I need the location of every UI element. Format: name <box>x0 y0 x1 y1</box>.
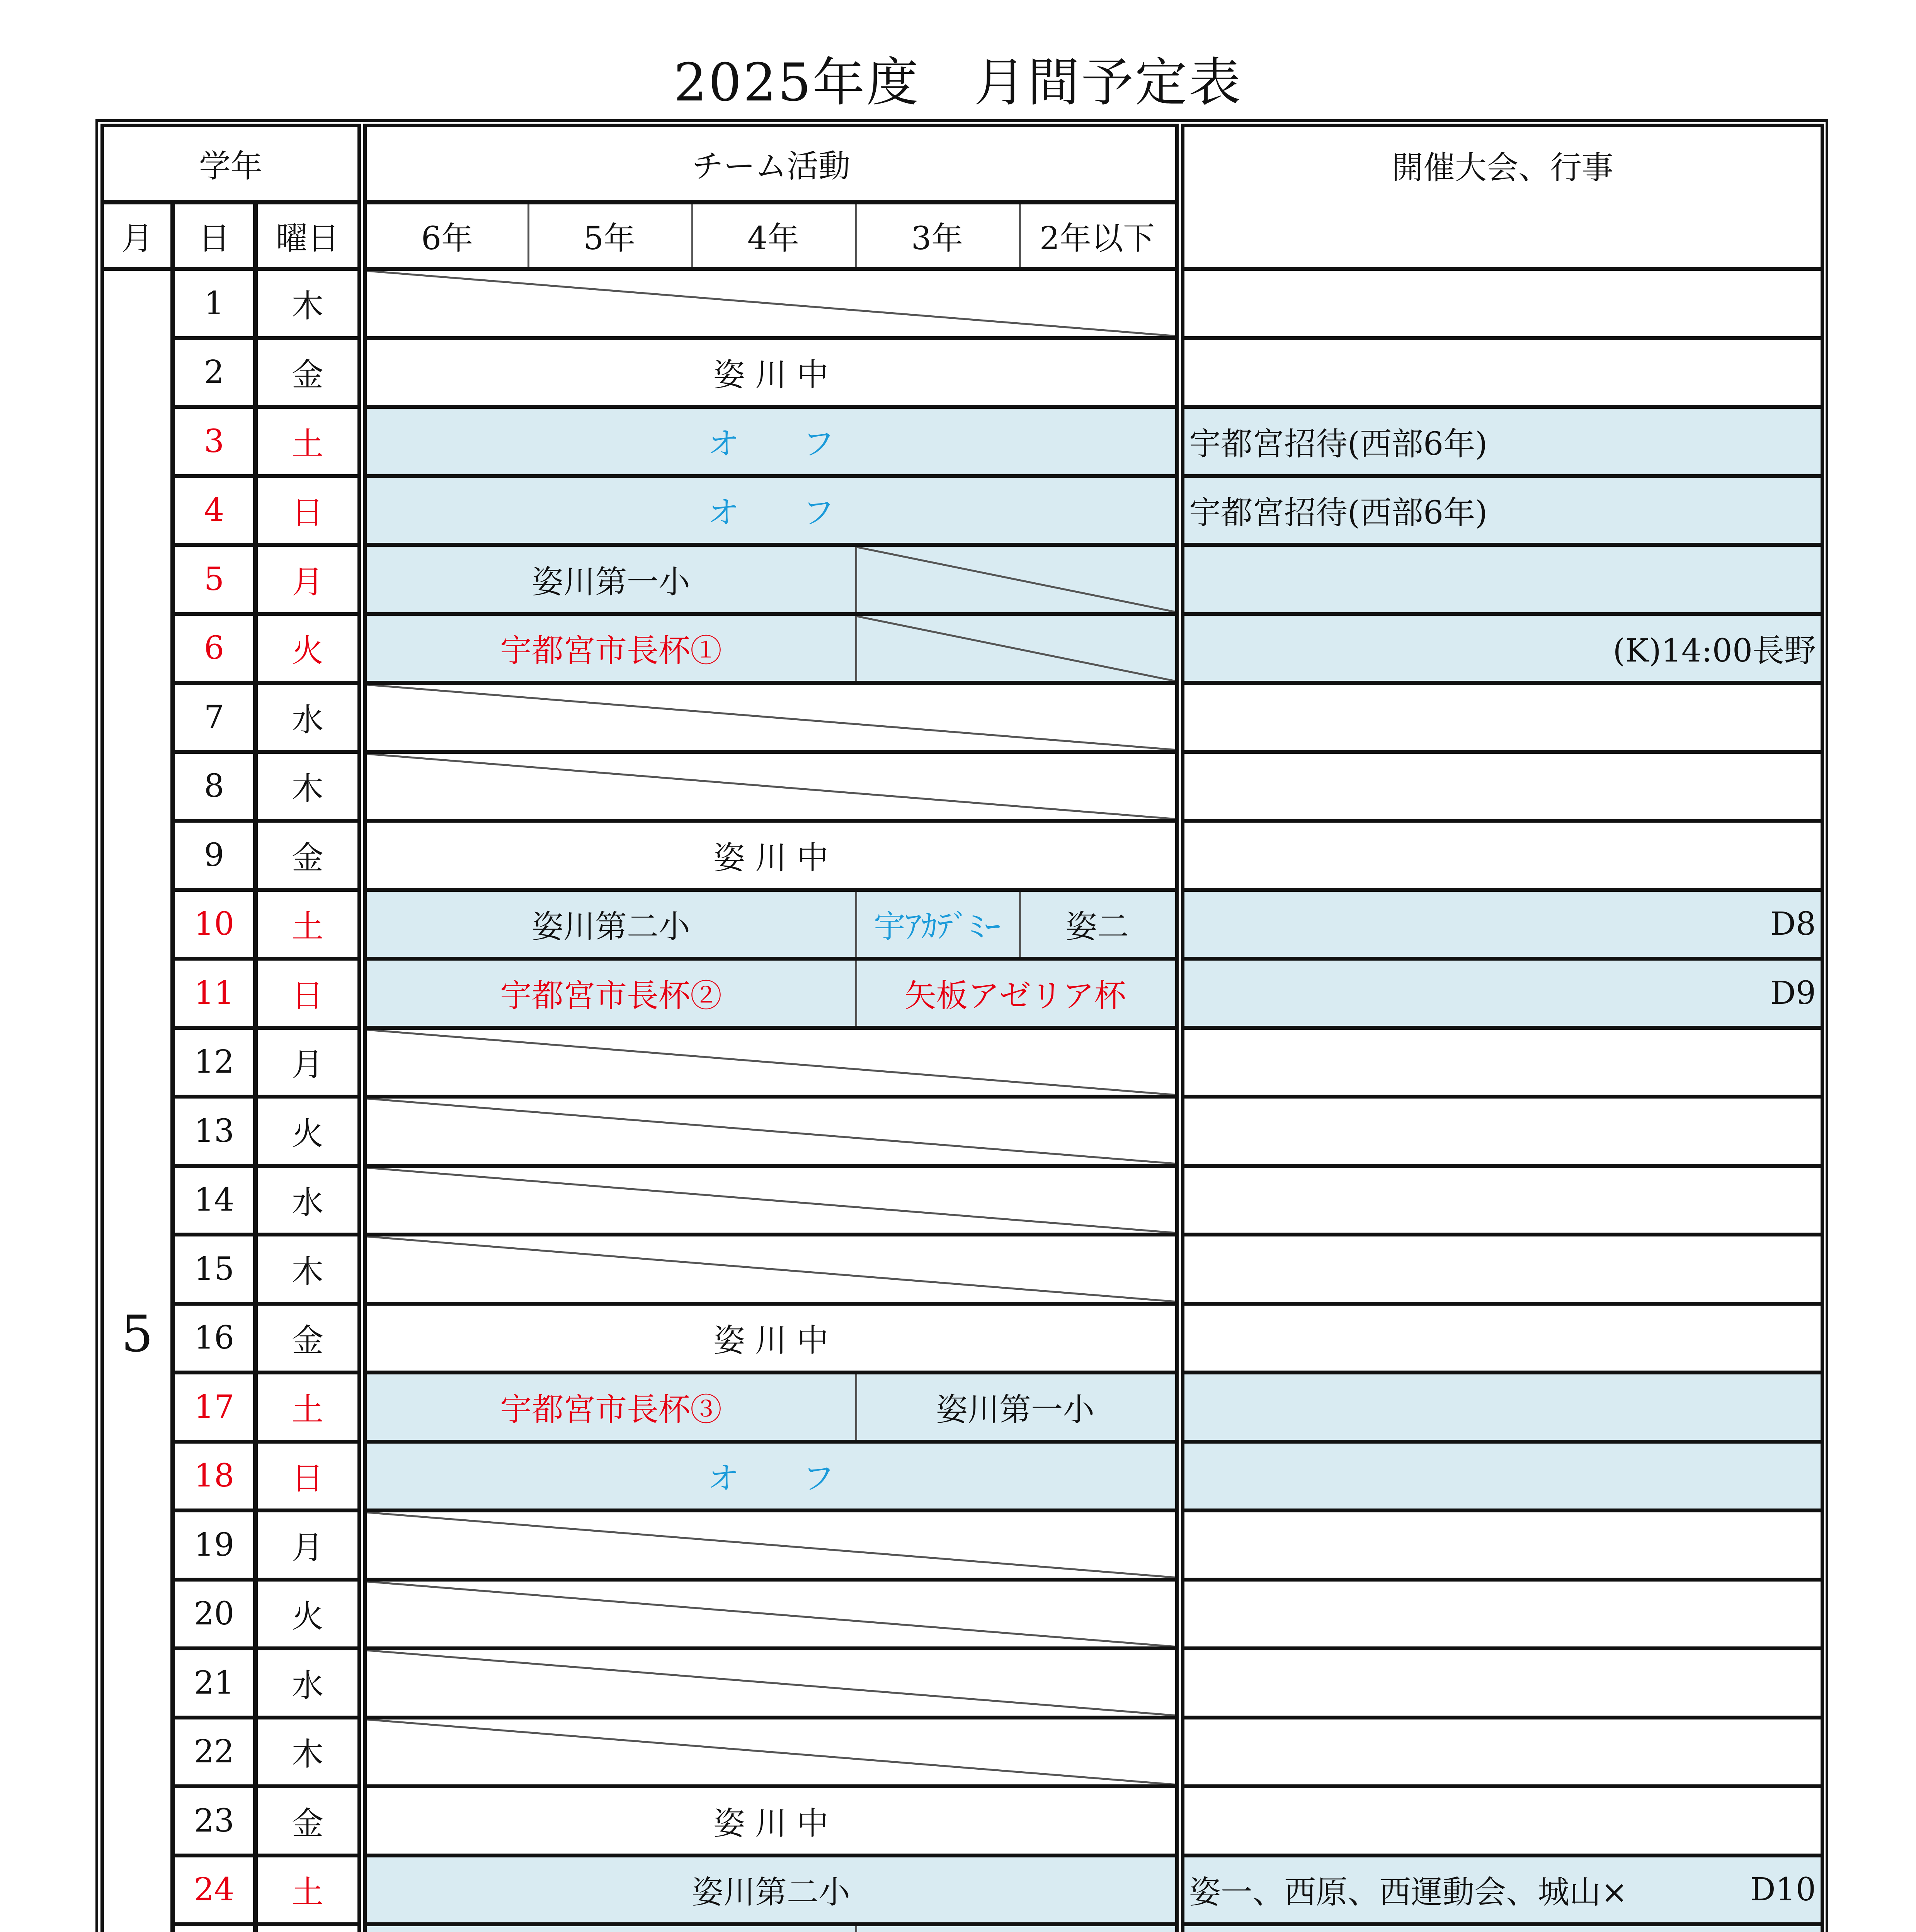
grade-2-and-below: 2年以下 <box>1039 220 1155 257</box>
team-activity-cell <box>363 1854 1179 1926</box>
event-note: D8 <box>1770 906 1816 943</box>
event-cell <box>1181 1578 1824 1650</box>
day-cell: 14 <box>172 1164 257 1236</box>
event-cell <box>1181 1509 1824 1581</box>
activity-text: 姿川第一小 <box>531 563 690 600</box>
weekday-cell: 水 <box>254 681 361 753</box>
weekday-cell: 日 <box>254 1440 361 1512</box>
event-cell <box>1181 1095 1824 1167</box>
weekday-cell: 火 <box>254 1578 361 1650</box>
event-text: 姿一、西原、西運動会、城山× <box>1189 1874 1628 1911</box>
activity-text: 宇都宮市長杯③ <box>500 1391 722 1428</box>
activity-text: 姿川第二小 <box>691 1874 850 1911</box>
day-cell: 1 <box>172 267 257 340</box>
team-activity-cell <box>363 612 1179 685</box>
team-activity-cell <box>363 1026 1179 1099</box>
team-activity-cell <box>363 1716 1179 1788</box>
day-cell: 18 <box>172 1440 257 1512</box>
activity-text: 姿 川 中 <box>713 357 829 394</box>
month-cell: 5 <box>100 267 174 1932</box>
event-cell <box>1181 819 1824 891</box>
activity-text: 姿川第二小 <box>531 908 690 946</box>
grade-5: 5年 <box>583 220 636 257</box>
diagonal-strike <box>367 1168 1175 1233</box>
diagonal-strike <box>367 1650 1175 1716</box>
activity-text: オ フ <box>707 495 834 532</box>
weekday-cell: 土 <box>254 1854 361 1926</box>
event-cell <box>1181 1371 1824 1443</box>
day-cell: 9 <box>172 819 257 891</box>
day-cell: 10 <box>172 888 257 961</box>
diagonal-strike <box>367 1030 1175 1095</box>
event-cell <box>1181 1440 1824 1512</box>
weekday-cell <box>254 1923 361 1932</box>
weekday-cell: 金 <box>254 1785 361 1857</box>
event-cell <box>1181 267 1824 340</box>
header-month: 月 <box>100 201 174 270</box>
event-cell <box>1181 543 1824 616</box>
team-activity-cell <box>363 819 1179 891</box>
event-cell <box>1181 888 1824 961</box>
weekday-cell: 金 <box>254 337 361 409</box>
event-cell <box>1181 681 1824 753</box>
header-grade: 学年 <box>100 124 361 203</box>
event-cell <box>1181 1785 1824 1857</box>
event-text: 宇都宮招待(西部6年) <box>1189 495 1488 532</box>
weekday-cell: 土 <box>254 405 361 478</box>
day-cell: 4 <box>172 474 257 547</box>
diagonal-strike <box>367 1719 1175 1785</box>
day-cell: 2 <box>172 337 257 409</box>
event-note: (K)14:00長野 <box>1613 633 1816 670</box>
event-note <box>1750 1926 1816 1932</box>
weekday-cell: 木 <box>254 750 361 823</box>
event-cell <box>1181 1647 1824 1719</box>
weekday-cell: 土 <box>254 1371 361 1443</box>
weekday-cell: 月 <box>254 1509 361 1581</box>
weekday-cell: 木 <box>254 1233 361 1305</box>
team-activity-cell <box>363 1095 1179 1167</box>
day-cell: 19 <box>172 1509 257 1581</box>
activity-text-secondary: 宇ｱｶﾃﾞﾐｰ <box>873 908 1001 946</box>
team-activity-cell <box>363 888 1179 961</box>
team-activity-cell <box>363 474 1179 547</box>
event-cell <box>1181 1716 1824 1788</box>
day-cell: 21 <box>172 1647 257 1719</box>
day-cell: 23 <box>172 1785 257 1857</box>
diagonal-strike <box>367 685 1175 750</box>
weekday-cell: 金 <box>254 1302 361 1374</box>
event-text: 宇都宮招待(西部6年) <box>1189 425 1488 463</box>
weekday-cell: 土 <box>254 888 361 961</box>
team-activity-cell <box>363 1302 1179 1374</box>
weekday-cell: 日 <box>254 957 361 1029</box>
team-activity-cell <box>363 543 1179 616</box>
team-activity-cell <box>363 1647 1179 1719</box>
team-activity-cell <box>363 1371 1179 1443</box>
diagonal-strike <box>855 616 1175 681</box>
header-grade-columns <box>363 201 1179 270</box>
activity-text: オ フ <box>707 425 834 463</box>
diagonal-strike <box>367 1236 1175 1302</box>
event-cell <box>1181 1233 1824 1305</box>
team-activity-cell <box>363 1440 1179 1512</box>
event-cell <box>1181 337 1824 409</box>
team-activity-cell <box>363 1923 1179 1932</box>
event-note: D10 <box>1750 1871 1816 1908</box>
team-activity-cell <box>363 1164 1179 1236</box>
activity-text <box>367 1926 855 1932</box>
activity-text-secondary <box>855 1926 1175 1932</box>
diagonal-strike <box>367 271 1175 336</box>
activity-text: オ フ <box>707 1460 834 1497</box>
weekday-cell: 水 <box>254 1647 361 1719</box>
weekday-cell: 月 <box>254 543 361 616</box>
weekday-cell: 月 <box>254 1026 361 1099</box>
team-activity-cell <box>363 750 1179 823</box>
team-activity-cell <box>363 1578 1179 1650</box>
weekday-cell: 火 <box>254 1095 361 1167</box>
event-cell <box>1181 474 1824 547</box>
activity-text-secondary: 矢板アゼリア杯 <box>904 977 1126 1014</box>
activity-text: 宇都宮市長杯① <box>500 633 722 670</box>
activity-text-secondary: 姿川第一小 <box>936 1391 1094 1428</box>
day-cell: 17 <box>172 1371 257 1443</box>
weekday-cell: 木 <box>254 1716 361 1788</box>
weekday-cell: 日 <box>254 474 361 547</box>
header-events: 開催大会、行事 <box>1181 124 1824 270</box>
team-activity-cell <box>363 957 1179 1029</box>
grade-3: 3年 <box>911 220 963 257</box>
team-activity-cell <box>363 405 1179 478</box>
event-cell <box>1181 1923 1824 1932</box>
team-activity-cell <box>363 1233 1179 1305</box>
event-cell <box>1181 750 1824 823</box>
weekday-cell: 木 <box>254 267 361 340</box>
day-cell: 20 <box>172 1578 257 1650</box>
day-cell: 11 <box>172 957 257 1029</box>
event-cell <box>1181 612 1824 685</box>
diagonal-strike <box>367 1582 1175 1647</box>
header-weekday: 曜日 <box>254 201 361 270</box>
day-cell: 8 <box>172 750 257 823</box>
event-cell <box>1181 957 1824 1029</box>
event-cell <box>1181 1026 1824 1099</box>
event-cell <box>1181 1854 1824 1926</box>
day-cell: 3 <box>172 405 257 478</box>
day-cell <box>172 1923 257 1932</box>
grade-4: 4年 <box>747 220 800 257</box>
day-cell: 16 <box>172 1302 257 1374</box>
activity-text: 姿 川 中 <box>713 1805 829 1842</box>
page-title: 2025年度 月間予定表 <box>674 52 1242 113</box>
team-activity-cell <box>363 1509 1179 1581</box>
team-activity-cell <box>363 1785 1179 1857</box>
day-cell: 6 <box>172 612 257 685</box>
diagonal-strike <box>367 1512 1175 1578</box>
day-cell: 5 <box>172 543 257 616</box>
day-cell: 12 <box>172 1026 257 1099</box>
event-cell <box>1181 1164 1824 1236</box>
weekday-cell: 金 <box>254 819 361 891</box>
activity-text: 宇都宮市長杯② <box>500 977 722 1014</box>
grade-6: 6年 <box>421 220 473 257</box>
activity-text-tertiary: 姿二 <box>1065 908 1129 946</box>
day-cell: 24 <box>172 1854 257 1926</box>
team-activity-cell <box>363 267 1179 340</box>
day-cell: 13 <box>172 1095 257 1167</box>
day-cell: 22 <box>172 1716 257 1788</box>
diagonal-strike <box>855 547 1175 612</box>
activity-text: 姿 川 中 <box>713 839 829 876</box>
diagonal-strike <box>367 1099 1175 1164</box>
event-cell <box>1181 405 1824 478</box>
activity-text: 姿 川 中 <box>713 1322 829 1359</box>
event-cell <box>1181 1302 1824 1374</box>
header-team-activities: チーム活動 <box>363 124 1179 203</box>
header-day: 日 <box>172 201 257 270</box>
day-cell: 7 <box>172 681 257 753</box>
team-activity-cell <box>363 681 1179 753</box>
weekday-cell: 水 <box>254 1164 361 1236</box>
diagonal-strike <box>367 754 1175 819</box>
day-cell: 15 <box>172 1233 257 1305</box>
weekday-cell: 火 <box>254 612 361 685</box>
event-note: D9 <box>1770 975 1816 1012</box>
team-activity-cell <box>363 337 1179 409</box>
